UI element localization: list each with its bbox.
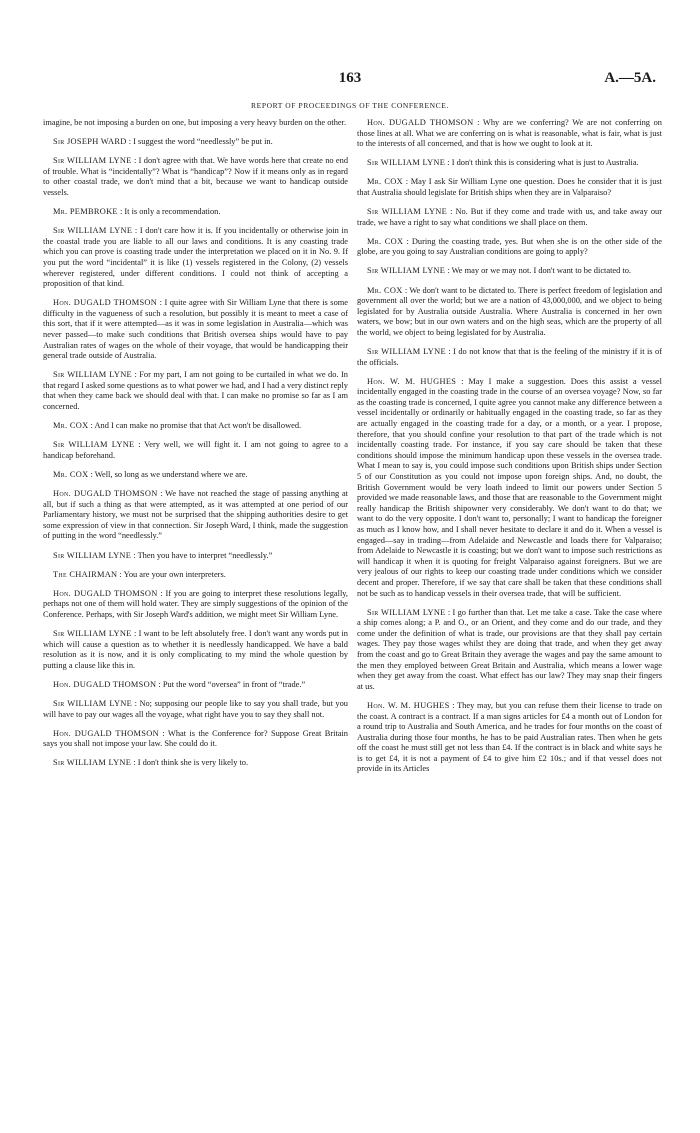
speaker-name: Hon. W. M. HUGHES bbox=[367, 376, 457, 386]
speech-text: : Then you have to interpret “needlessly.” bbox=[133, 550, 273, 560]
speaker-name: Sir WILLIAM LYNE bbox=[53, 628, 132, 638]
speech-text: : May I make a suggestion. Does this assist a vessel incidentally engaged in the coasting trade in the course of an oversea voyage? Now, so far as the coasting trade is concerned, I quite agree you cannot make any difference between a vessel incidentally or ordinarily or habitually engaged in the coasting trade, so far as they are actually engaged in the coasting trade for a day, or a month, or a year. I propose, therefore, that you should confine your resolution to that part of the trade which is not incidentally coasting trade. For instance, if you say care should be taken that these conditions should impose the minimum handicap upon these vessels in the oversea trade. What I mean to say is, you could impose such conditions upon British ships under Section 5 of our Constitution as you could not impose upon foreign ships. And, no doubt, the British Government would be very loath indeed to limit our powers under Section 5 provided we made reasonable laws, and those that are reasonable to the Government might really handicap the British shipowner very considerably. We don't want to do that; we want to do the very opposite. I don't want to, personally; I want to handicap the foreigner as much as I know how, and I shall never hesitate to declare it and do it. When a vessel is engaged—say in trading—from Adelaide and Newcastle and loads there for Valparaiso; from Adelaide to Newcastle it is coasting; but we don't want to impose such restrictions as will handicap it when it is quoting for freight Valparaiso against foreigners. But we are very jealous of our rights to keep our coasting trade under conditions which we consider decent and proper. Therefore, if we say that care shall be taken that these conditions shall not be such as to handicap vessels in their oversea trade, that will be sufficient. bbox=[357, 376, 663, 598]
speech-text: : I want to be left absolutely free. I don't want any words put in which will cause a question as to whether it is needlessly handicapped. We have a bald resolution as it is now, and it is only complicating to my mind the whole question by putting a clause like this in. bbox=[43, 628, 348, 670]
speaker-name: Mr. COX bbox=[53, 469, 89, 479]
speech-paragraph bbox=[357, 701, 662, 775]
speech-paragraph bbox=[357, 347, 662, 368]
speech-paragraph bbox=[43, 207, 348, 218]
speech-text: : Very well, we will fight it. I am not going to agree to a handicap beforehand. bbox=[43, 440, 348, 460]
speaker-name: Sir WILLIAM LYNE bbox=[53, 226, 133, 236]
speaker-name: Sir WILLIAM LYNE bbox=[53, 440, 135, 450]
speech-paragraph bbox=[43, 729, 348, 750]
speech-paragraph bbox=[43, 629, 348, 671]
speech-paragraph bbox=[43, 298, 348, 362]
speech-paragraph bbox=[357, 266, 662, 277]
speech-paragraph bbox=[43, 551, 348, 562]
speech-text: : Put the word “oversea” in front of “trade.” bbox=[158, 679, 306, 689]
speaker-name: Sir WILLIAM LYNE bbox=[53, 550, 132, 560]
speech-text: : Why are we conferring? We are not conferring on those lines at all. What we are conferring on is what is reasonable, what is fair, what is just to the interests of all concerned, and that is how we ought to look at it. bbox=[357, 118, 662, 149]
speaker-name: Sir WILLIAM LYNE bbox=[53, 156, 132, 166]
speech-paragraph bbox=[43, 680, 348, 691]
speaker-name: Sir WILLIAM LYNE bbox=[53, 370, 132, 380]
speaker-name: Sir WILLIAM LYNE bbox=[367, 266, 446, 276]
speech-text: : During the coasting trade, yes. But when she is on the other side of the globe, are you going to say Australian conditions are going to apply? bbox=[357, 236, 663, 257]
speech-text: : What is the Conference for? Suppose Great Britain says you shall not impose your law. She could do it. bbox=[43, 728, 348, 749]
speaker-name: Sir WILLIAM LYNE bbox=[53, 698, 133, 708]
speech-text: : I don't agree with that. We have words here that create no end of trouble. What is “incidentally”? What is “handicap”? Now if it means only as in regard to other coastal trade, we don't mind that a bit, because we want to handicap outside vessels. bbox=[43, 156, 349, 197]
speech-text: : We have not reached the stage of passing anything at all, but if such a thing as that were attempted, as it was attempted at one period of our Parliamentary history, we must not be surprised that the shipping authorities desire to get some expression of view in that connection. Sir Joseph Ward, I think, made the suggestion of putting in the word “needlessly.” bbox=[43, 489, 348, 541]
speech-text: : I don't care how it is. If you incidentally or otherwise join in the coastal trade you are liable to all our laws and conditions. It is any coasting trade which you can prove is coasting trade under the interpretation we placed on it in No. 9. If you put the word “incidental” it is like (1) vessels registered in the Colony, (2) vessels wherever registered, under different conditions. I could not think of accepting a proposition of that kind. bbox=[43, 226, 349, 289]
document-reference: A.—5A. bbox=[604, 70, 656, 86]
speech-text: : I suggest the word “needlessly” be put in. bbox=[128, 137, 273, 147]
speech-text: : For my part, I am not going to be curtailed in what we do. In that regard I asked some questions as to what power we had, and I had a very distinct reply that when they came back we should deal with that. I can make no promise so far as I am concerned. bbox=[43, 370, 348, 412]
speech-paragraph bbox=[357, 207, 662, 228]
speech-paragraph bbox=[43, 489, 348, 542]
speech-paragraph bbox=[43, 370, 348, 412]
speaker-name: Hon. DUGALD THOMSON bbox=[53, 679, 157, 689]
speech-text: : And I can make no promise that that Act won't be disallowed. bbox=[90, 421, 302, 431]
speech-text: : We may or we may not. I don't want to be dictated to. bbox=[447, 266, 632, 276]
speech-text: : I don't think she is very likely to. bbox=[133, 758, 249, 768]
speech-text: : We don't want to be dictated to. There is perfect freedom of legislation and government all over the world; but we are a nation of 43,000,000, and we object to being legislated for by Australia outside Australia. Where Australia is concerned in her own waters, we bow; but in our own waters and on the high seas, which are the property of all the world, we object to being legislated for by Australia. bbox=[357, 285, 663, 337]
speech-text: imagine, be not imposing a burden on one, but imposing a very heavy burden on the other. bbox=[43, 118, 347, 127]
speaker-name: Mr. COX bbox=[53, 421, 89, 431]
speaker-name: The CHAIRMAN bbox=[53, 569, 118, 579]
speech-paragraph bbox=[357, 237, 662, 258]
speech-text: : I quite agree with Sir William Lyne that there is some difficulty in the vagueness of such a resolution, but possibly it is meant to meet a case of this sort, that if it were attempted—as it was in some legislation in Australia—which was never passed—to make such conditions that British oversea ships would have to pay Australian rates of wages on the whole of their voyage, that would be handicapping their general trade outside of Australia. bbox=[43, 298, 348, 361]
speaker-name: Sir WILLIAM LYNE bbox=[367, 158, 446, 168]
speaker-name: Mr. COX bbox=[367, 177, 404, 187]
speaker-name: Hon. DUGALD THOMSON bbox=[367, 118, 474, 127]
speaker-name: Sir WILLIAM LYNE bbox=[367, 607, 446, 617]
speech-paragraph bbox=[357, 608, 662, 693]
speech-paragraph bbox=[43, 440, 348, 461]
speaker-name: Hon. DUGALD THOMSON bbox=[53, 298, 158, 308]
speaker-name: Hon. W. M. HUGHES bbox=[367, 700, 450, 710]
page-number: 163 bbox=[338, 70, 362, 86]
speech-text: : May I ask Sir William Lyne one question. Does he consider that it is just that Australia should legislate for British ships when they are in Valparaiso? bbox=[357, 177, 663, 197]
speaker-name: Sir WILLIAM LYNE bbox=[367, 207, 448, 217]
speaker-name: Hon. DUGALD THOMSON bbox=[53, 588, 158, 598]
speaker-name: Sir WILLIAM LYNE bbox=[367, 347, 446, 356]
speech-paragraph bbox=[43, 421, 348, 432]
speech-text: : No. But if they come and trade with us, and take away our trade, we have a right to say what conditions we shall place on them. bbox=[357, 207, 662, 227]
speech-text: : They may, but you can refuse them their license to trade on the coast. A contract is a contract. If a man signs articles for £4 a month out of London for a round trip to Australia and South America, and he trades for four months on the coast of Australia during those four months, he has to be paid Australian rates. Then when he gets off the coast he must still get not less than £4. If the contract is in black and white says he is to get £4, it is not a payment of £4 to give him £2 10s.; and if that vessel does not provide in its Articles bbox=[357, 700, 663, 774]
speech-paragraph bbox=[43, 699, 348, 720]
speech-paragraph bbox=[43, 226, 348, 290]
speech-paragraph bbox=[43, 758, 348, 769]
speech-paragraph bbox=[43, 118, 348, 129]
speech-paragraph bbox=[357, 377, 662, 599]
speech-paragraph bbox=[43, 156, 348, 198]
right-column bbox=[357, 118, 662, 784]
speech-paragraph bbox=[357, 158, 662, 169]
speech-text: : I do not know that that is the feeling of the ministry if it is of the officials. bbox=[357, 347, 662, 367]
speech-paragraph bbox=[43, 589, 348, 621]
speech-text: : No; supposing our people like to say you shall trade, but you will have to pay our wages all the voyage, what right have you to say they shall not. bbox=[43, 698, 348, 719]
left-column bbox=[43, 118, 348, 777]
speech-text: : If you are going to interpret these resolutions legally, perhaps not one of them will hold water. They are simply suggestions of the opinion of the Conference. Perhaps, with Sir Joseph Ward's addition, we might meet Sir William Lyne. bbox=[43, 588, 349, 619]
speaker-name: Hon. DUGALD THOMSON bbox=[53, 489, 158, 499]
speech-text: : Well, so long as we understand where we are. bbox=[90, 469, 248, 479]
speech-text: : It is only a recommendation. bbox=[119, 207, 221, 217]
speaker-name: Hon. DUGALD THOMSON bbox=[53, 728, 159, 738]
speech-paragraph bbox=[43, 570, 348, 581]
speech-text: : I go further than that. Let me take a case. Take the case where a ship comes along; a P. and O., or an Orient, and they come and do our trade, and they come under the definition of what is trade, our provisions are that they shall pay certain wages. They pay those wages whilst they are doing that trade, and when they get away from the coast and go to Great Britain they average the wages and pay the same amount to the men they employed between Great Britain and Australia, which means a lower wage when they get away from the coast. What effect has our law? They may snap their fingers at us. bbox=[357, 607, 662, 691]
speech-paragraph bbox=[357, 177, 662, 198]
speech-text: : I don't think this is considering what is just to Australia. bbox=[447, 158, 639, 168]
speaker-name: Sir JOSEPH WARD bbox=[53, 137, 127, 147]
speaker-name: Mr. PEMBROKE bbox=[53, 207, 118, 217]
running-title: REPORT OF PROCEEDINGS OF THE CONFERENCE. bbox=[251, 101, 449, 110]
speech-paragraph bbox=[357, 286, 662, 339]
speech-paragraph bbox=[43, 137, 348, 148]
speaker-name: Sir WILLIAM LYNE bbox=[53, 758, 132, 768]
speaker-name: Mr. COX bbox=[367, 236, 404, 246]
speech-paragraph bbox=[357, 118, 662, 150]
speech-paragraph bbox=[43, 470, 348, 481]
speaker-name: Mr. COX bbox=[367, 285, 403, 295]
speech-text: : You are your own interpreters. bbox=[119, 569, 226, 579]
